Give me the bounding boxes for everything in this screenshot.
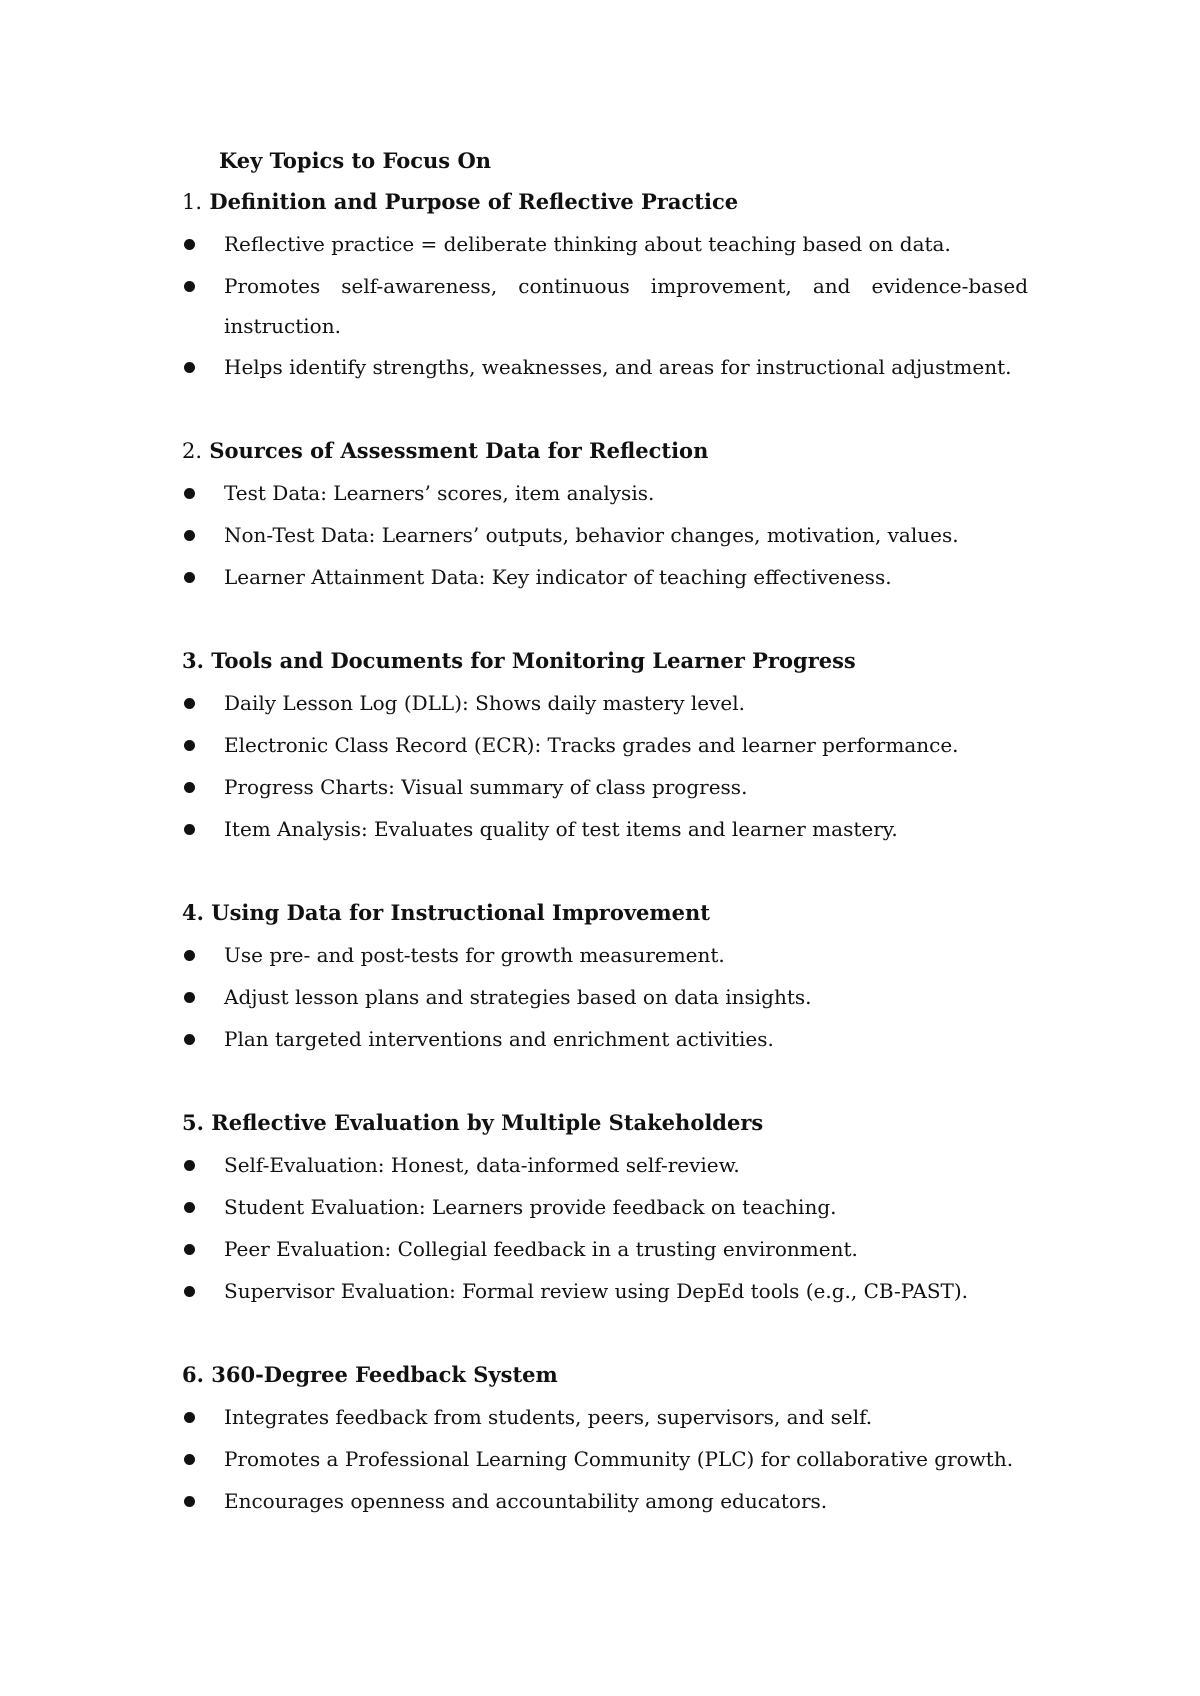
bullet-icon — [184, 950, 195, 961]
list-item — [182, 223, 1028, 265]
section-1 — [182, 181, 1028, 388]
bullet-icon — [184, 1286, 195, 1297]
bullet-list — [182, 1144, 1028, 1312]
list-item — [182, 1018, 1028, 1060]
bullet-list — [182, 682, 1028, 850]
list-item-text: Adjust lesson plans and strategies based on data insights. — [224, 985, 812, 1009]
bullet-icon — [184, 992, 195, 1003]
list-item — [182, 1270, 1028, 1312]
list-item-text: Test Data: Learners’ scores, item analysis. — [224, 481, 655, 505]
list-item — [182, 1396, 1028, 1438]
list-item — [182, 1144, 1028, 1186]
section-heading — [182, 181, 1028, 223]
list-item-text: Electronic Class Record (ECR): Tracks grades and learner performance. — [224, 733, 959, 757]
bullet-list — [182, 934, 1028, 1060]
list-item-text: Promotes a Professional Learning Community (PLC) for collaborative growth. — [224, 1447, 1014, 1471]
list-item-text: Integrates feedback from students, peers, supervisors, and self. — [224, 1405, 873, 1429]
bullet-icon — [184, 1244, 195, 1255]
list-item — [182, 1228, 1028, 1270]
section-number: 4. — [182, 900, 204, 925]
list-item — [182, 724, 1028, 766]
section-5 — [182, 1102, 1028, 1312]
bullet-list — [182, 223, 1028, 388]
section-2 — [182, 430, 1028, 598]
document-title: Key Topics to Focus On — [219, 148, 492, 173]
section-title: Tools and Documents for Monitoring Learner Progress — [211, 648, 856, 673]
list-item-text: Encourages openness and accountability among educators. — [224, 1489, 828, 1513]
bullet-icon — [184, 530, 195, 541]
section-heading — [182, 1354, 1028, 1396]
list-item-text: Non-Test Data: Learners’ outputs, behavior changes, motivation, values. — [224, 523, 959, 547]
list-item-text: Daily Lesson Log (DLL): Shows daily mastery level. — [224, 691, 746, 715]
bullet-icon — [184, 1034, 195, 1045]
section-6 — [182, 1354, 1028, 1522]
list-item — [182, 766, 1028, 808]
bullet-icon — [184, 281, 195, 292]
list-item-text: Use pre- and post-tests for growth measurement. — [224, 943, 725, 967]
section-number: 5. — [182, 1110, 204, 1135]
section-title: Sources of Assessment Data for Reflection — [209, 438, 709, 463]
bullet-icon — [184, 824, 195, 835]
list-item — [182, 934, 1028, 976]
bullet-icon — [184, 1160, 195, 1171]
list-item-text: Reflective practice = deliberate thinking about teaching based on data. — [224, 232, 951, 256]
list-item — [182, 472, 1028, 514]
list-item — [182, 265, 1028, 346]
list-item — [182, 808, 1028, 850]
bullet-icon — [184, 1454, 195, 1465]
bullet-icon — [184, 1496, 195, 1507]
section-heading — [182, 640, 1028, 682]
section-title: Definition and Purpose of Reflective Practice — [209, 189, 739, 214]
list-item-text: Helps identify strengths, weaknesses, and areas for instructional adjustment. — [224, 355, 1012, 379]
list-item — [182, 682, 1028, 724]
list-item-text: Item Analysis: Evaluates quality of test items and learner mastery. — [224, 817, 898, 841]
bullet-icon — [184, 239, 195, 250]
bullet-icon — [184, 362, 195, 373]
section-number: 1. — [182, 190, 203, 214]
section-number: 3. — [182, 648, 204, 673]
list-item — [182, 346, 1028, 388]
document-content — [182, 141, 1028, 1522]
bullet-list — [182, 1396, 1028, 1522]
bullet-icon — [184, 698, 195, 709]
section-title: 360-Degree Feedback System — [211, 1362, 558, 1387]
list-item — [182, 1480, 1028, 1522]
bullet-list — [182, 472, 1028, 598]
list-item-text: Promotes self-awareness, continuous improvement, and evidence-based instruction. — [224, 274, 1028, 338]
bullet-icon — [184, 740, 195, 751]
section-title: Reflective Evaluation by Multiple Stakeholders — [211, 1110, 764, 1135]
section-heading — [182, 430, 1028, 472]
bullet-icon — [184, 782, 195, 793]
bullet-icon — [184, 488, 195, 499]
section-number: 2. — [182, 439, 203, 463]
list-item — [182, 1186, 1028, 1228]
list-item-text: Plan targeted interventions and enrichment activities. — [224, 1027, 774, 1051]
bullet-icon — [184, 572, 195, 583]
bullet-icon — [184, 1412, 195, 1423]
list-item — [182, 514, 1028, 556]
section-3 — [182, 640, 1028, 850]
list-item-text: Self-Evaluation: Honest, data-informed self-review. — [224, 1153, 740, 1177]
section-4 — [182, 892, 1028, 1060]
list-item-text: Supervisor Evaluation: Formal review using DepEd tools (e.g., CB-PAST). — [224, 1279, 969, 1303]
list-item — [182, 556, 1028, 598]
list-item-text: Peer Evaluation: Collegial feedback in a trusting environment. — [224, 1237, 858, 1261]
list-item — [182, 976, 1028, 1018]
list-item-text: Student Evaluation: Learners provide feedback on teaching. — [224, 1195, 837, 1219]
section-number: 6. — [182, 1362, 204, 1387]
list-item-text: Learner Attainment Data: Key indicator of teaching effectiveness. — [224, 565, 892, 589]
list-item-text: Progress Charts: Visual summary of class progress. — [224, 775, 748, 799]
section-heading — [182, 1102, 1028, 1144]
section-heading — [182, 892, 1028, 934]
list-item — [182, 1438, 1028, 1480]
bullet-icon — [184, 1202, 195, 1213]
section-title: Using Data for Instructional Improvement — [211, 900, 710, 925]
